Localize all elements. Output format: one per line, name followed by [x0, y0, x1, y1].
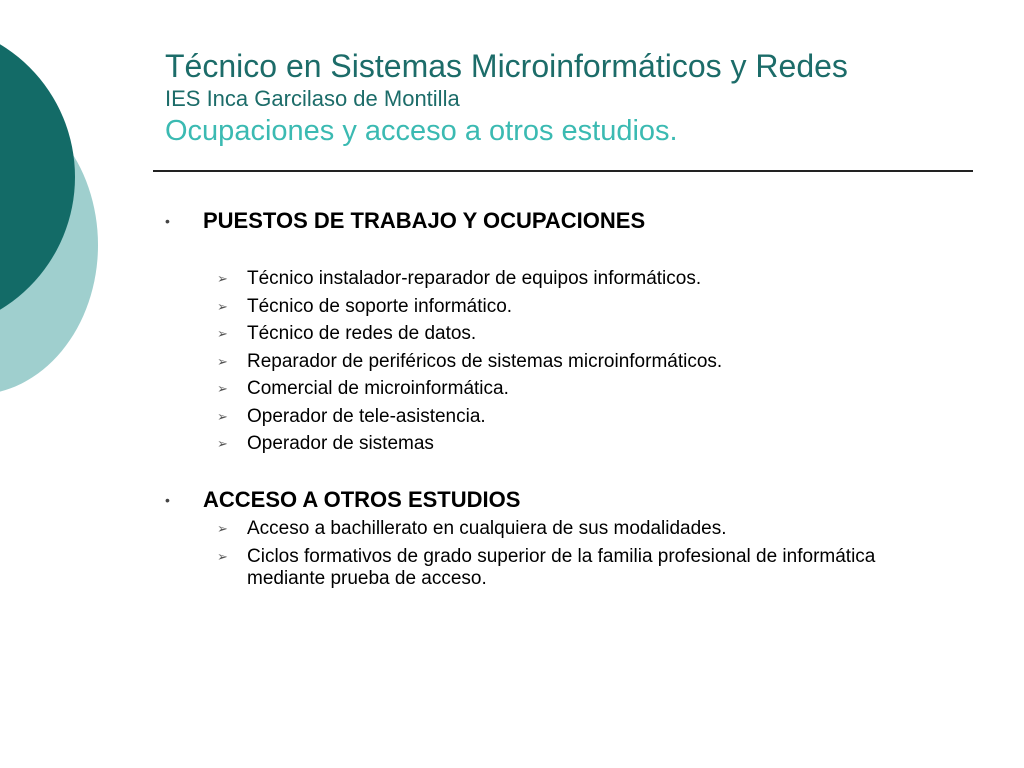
heading-text: ACCESO A OTROS ESTUDIOS	[203, 487, 521, 512]
heading-text: PUESTOS DE TRABAJO Y OCUPACIONES	[203, 208, 646, 233]
bullet-icon: •	[165, 492, 170, 508]
list-item	[217, 546, 937, 590]
arrow-bullet-icon: ➢	[217, 298, 228, 314]
list-item	[217, 320, 937, 348]
list-item	[217, 375, 937, 403]
list-item	[217, 518, 937, 540]
list-item-text: Reparador de periféricos de sistemas microinformáticos.	[247, 350, 723, 372]
list-item	[217, 293, 937, 321]
list-item-text: Comercial de microinformática.	[247, 378, 509, 399]
title-divider	[153, 170, 973, 172]
slide-title-block	[165, 46, 985, 150]
arrow-bullet-icon: ➢	[217, 436, 228, 451]
list-item	[217, 348, 937, 376]
arrow-bullet-icon: ➢	[217, 521, 228, 536]
list-item	[217, 265, 937, 293]
arrow-bullet-icon: ➢	[217, 408, 228, 424]
list-item-text: Operador de tele-asistencia.	[247, 405, 486, 427]
occupations-list	[217, 265, 937, 458]
list-item-text: Operador de sistemas	[247, 433, 434, 454]
list-item-text: Técnico de soporte informático.	[247, 295, 513, 317]
section-title: Ocupaciones y acceso a otros estudios.	[165, 115, 678, 147]
list-item	[217, 403, 937, 431]
studies-list	[217, 518, 937, 596]
list-item-text: Acceso a bachillerato en cualquiera de sus modalidades.	[247, 518, 727, 539]
arrow-bullet-icon: ➢	[217, 549, 228, 564]
list-item-text: Técnico instalador-reparador de equipos informáticos.	[247, 268, 702, 289]
list-item-text: Técnico de redes de datos.	[247, 323, 477, 344]
slide-subtitle: IES Inca Garcilaso de Montilla	[165, 86, 460, 111]
bullet-icon: •	[165, 213, 170, 229]
arrow-bullet-icon: ➢	[217, 381, 228, 396]
list-item	[217, 430, 937, 458]
slide-title: Técnico en Sistemas Microinformáticos y Redes	[165, 48, 848, 84]
arrow-bullet-icon: ➢	[217, 353, 228, 369]
arrow-bullet-icon: ➢	[217, 271, 228, 286]
list-item-text: Ciclos formativos de grado superior de la familia profesional de informática mediante prueba de acceso.	[247, 546, 876, 589]
arrow-bullet-icon: ➢	[217, 326, 228, 341]
